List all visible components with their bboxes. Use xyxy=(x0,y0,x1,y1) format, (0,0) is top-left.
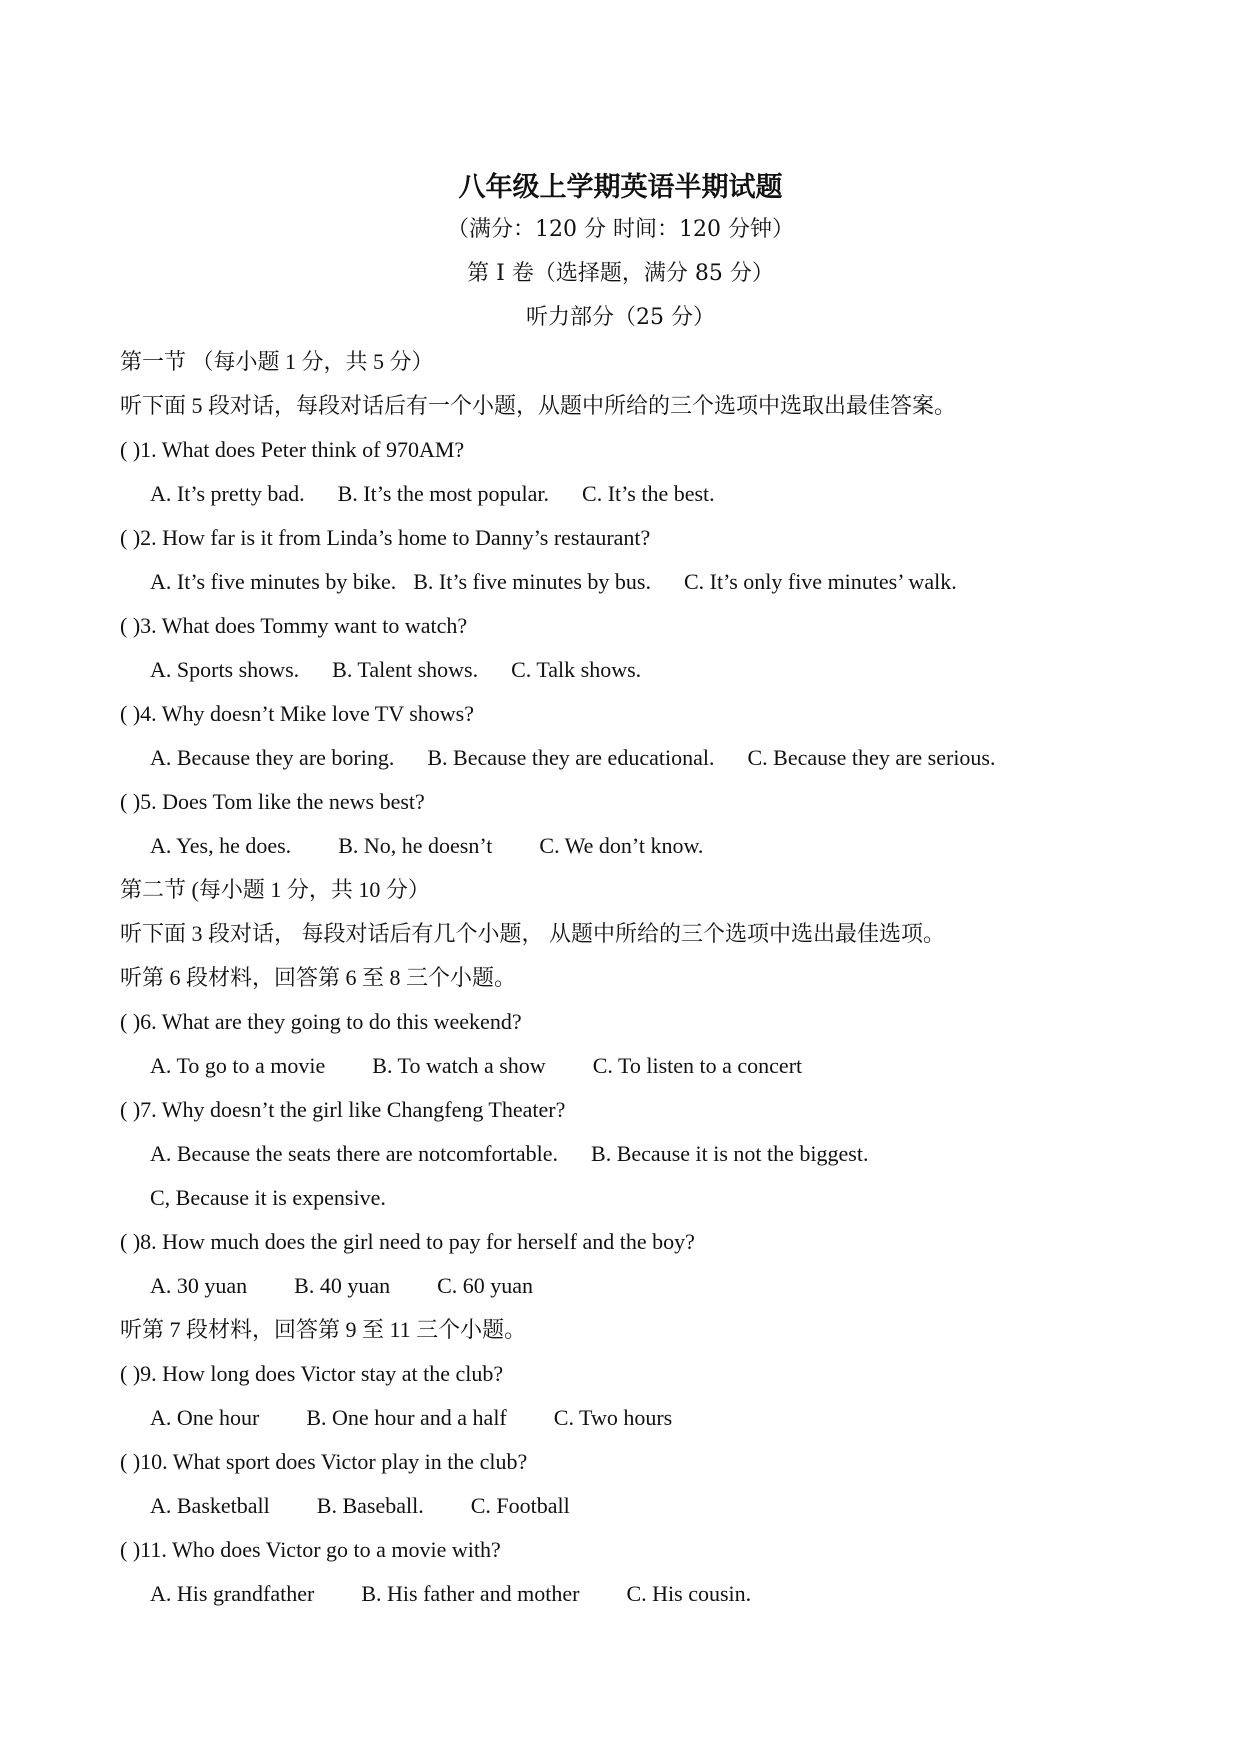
option-c: C. It’s only five minutes’ walk. xyxy=(683,569,957,594)
question-9: ( )9. How long does Victor stay at the club? xyxy=(120,1361,504,1386)
question-1: ( )1. What does Peter think of 970AM? xyxy=(120,437,465,462)
question-4: ( )4. Why doesn’t Mike love TV shows? xyxy=(120,701,475,726)
option-a: A. 30 yuan xyxy=(150,1273,248,1298)
option-a: A. Yes, he does. xyxy=(150,833,292,858)
option-b: B. Because it is not the biggest. xyxy=(591,1141,869,1166)
part6-instruction: 听第 6 段材料，回答第 6 至 8 三个小题。 xyxy=(120,965,517,990)
section2-heading: 第二节 (每小题 1 分，共 10 分） xyxy=(120,877,430,902)
question-7: ( )7. Why doesn’t the girl like Changfeng Theater? xyxy=(120,1097,566,1122)
option-c: C. Football xyxy=(470,1493,570,1518)
option-c: C. Because they are serious. xyxy=(747,745,996,770)
option-a: A. It’s pretty bad. xyxy=(150,481,305,506)
page-title: 八年级上学期英语半期试题 xyxy=(458,172,783,203)
option-c: C. His cousin. xyxy=(626,1581,752,1606)
question-2: ( )2. How far is it from Linda’s home to Danny’s restaurant? xyxy=(120,525,651,550)
question-4-options xyxy=(150,740,996,776)
option-b: B. It’s the most popular. xyxy=(337,481,550,506)
question-3: ( )3. What does Tommy want to watch? xyxy=(120,613,468,638)
option-c: C. 60 yuan xyxy=(437,1273,534,1298)
option-c: C. Talk shows. xyxy=(511,657,642,682)
option-a: A. Because the seats there are notcomfortable. xyxy=(150,1141,559,1166)
option-b: B. 40 yuan xyxy=(294,1273,391,1298)
section1-instruction: 听下面 5 段对话，每段对话后有一个小题，从题中所给的三个选项中选取出最佳答案。 xyxy=(120,393,957,418)
question-10-options xyxy=(150,1488,570,1524)
question-7-options xyxy=(150,1136,868,1172)
question-7-option-c: C, Because it is expensive. xyxy=(150,1185,386,1210)
option-c: C. We don’t know. xyxy=(539,833,704,858)
question-8: ( )8. How much does the girl need to pay for herself and the boy? xyxy=(120,1229,695,1254)
question-5: ( )5. Does Tom like the news best? xyxy=(120,789,425,814)
question-1-options xyxy=(150,476,715,512)
question-2-options xyxy=(150,564,957,600)
part7-instruction: 听第 7 段材料，回答第 9 至 11 三个小题。 xyxy=(120,1317,527,1342)
option-a: A. It’s five minutes by bike. xyxy=(150,569,397,594)
question-6-options xyxy=(150,1048,802,1084)
score-time-info: （满分：120 分 时间：120 分钟） xyxy=(447,217,794,242)
option-b: B. To watch a show xyxy=(372,1053,546,1078)
option-b: B. No, he doesn’t xyxy=(338,833,493,858)
option-c: C. It’s the best. xyxy=(582,481,715,506)
option-b: B. One hour and a half xyxy=(306,1405,507,1430)
listening-heading: 听力部分（25 分） xyxy=(526,305,715,330)
option-a: A. His grandfather xyxy=(150,1581,315,1606)
question-9-options xyxy=(150,1400,672,1436)
option-a: A. Basketball xyxy=(150,1493,270,1518)
question-3-options xyxy=(150,652,641,688)
question-11-options xyxy=(150,1576,751,1612)
option-b: B. His father and mother xyxy=(361,1581,580,1606)
question-10: ( )10. What sport does Victor play in the club? xyxy=(120,1449,528,1474)
option-a: A. To go to a movie xyxy=(150,1053,326,1078)
question-6: ( )6. What are they going to do this weekend? xyxy=(120,1009,522,1034)
option-b: B. Talent shows. xyxy=(332,657,479,682)
volume-heading: 第 I 卷（选择题，满分 85 分） xyxy=(467,261,774,286)
option-c: C. Two hours xyxy=(553,1405,673,1430)
option-b: B. It’s five minutes by bus. xyxy=(413,569,651,594)
question-5-options xyxy=(150,828,703,864)
question-11: ( )11. Who does Victor go to a movie with? xyxy=(120,1537,501,1562)
option-a: A. Because they are boring. xyxy=(150,745,395,770)
question-8-options xyxy=(150,1268,533,1304)
section2-instruction: 听下面 3 段对话， 每段对话后有几个小题， 从题中所给的三个选项中选出最佳选项。 xyxy=(120,921,946,946)
section1-heading: 第一节 （每小题 1 分，共 5 分） xyxy=(120,349,434,374)
option-a: A. Sports shows. xyxy=(150,657,300,682)
option-b: B. Because they are educational. xyxy=(427,745,715,770)
option-c: C. To listen to a concert xyxy=(592,1053,803,1078)
option-a: A. One hour xyxy=(150,1405,260,1430)
option-b: B. Baseball. xyxy=(316,1493,424,1518)
